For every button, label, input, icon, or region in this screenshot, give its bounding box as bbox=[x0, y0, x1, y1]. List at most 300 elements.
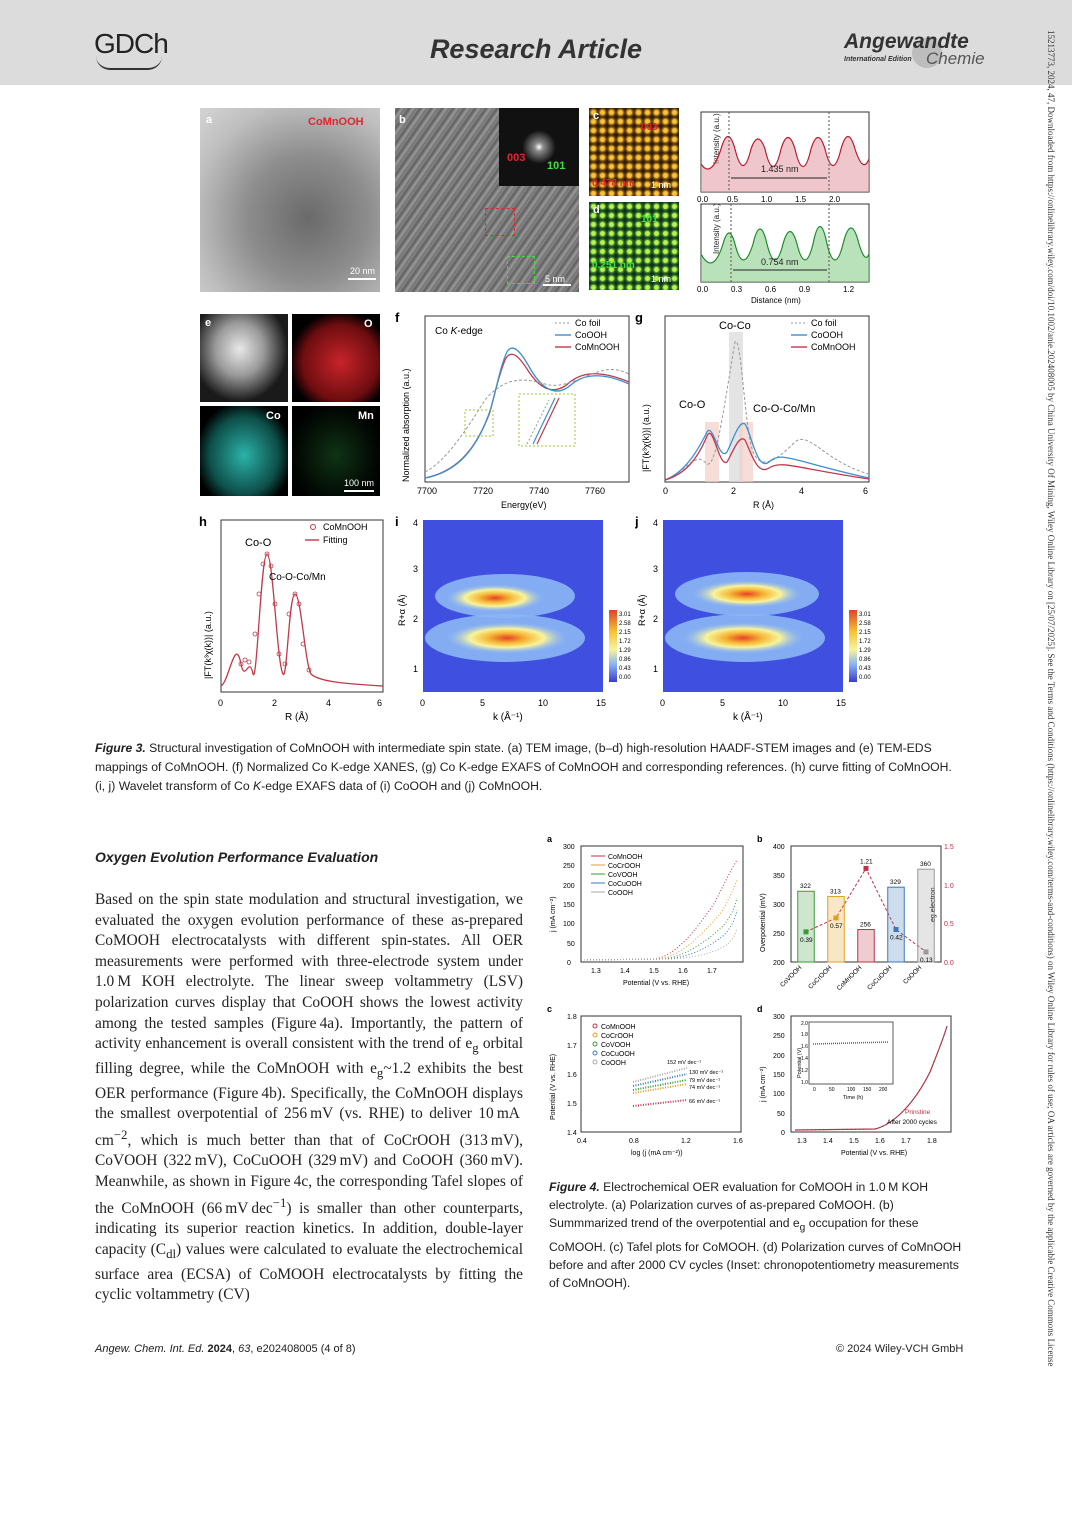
yticks bbox=[567, 1014, 577, 1137]
cbar-label: 2.15 bbox=[619, 630, 631, 636]
profile-c-annotation: 1.435 nm bbox=[761, 164, 799, 174]
tick: 0 bbox=[660, 698, 666, 708]
download-side-note bbox=[1040, 30, 1062, 1480]
fig4-panel-c-chart bbox=[545, 1002, 750, 1162]
panel-e-label: e bbox=[205, 317, 212, 329]
panel-g-ticks bbox=[663, 486, 868, 496]
caption-text: -edge EXAFS data of (i) CoOOH and (j) CoMnOOH. bbox=[261, 779, 543, 793]
tick: 1.5 bbox=[795, 195, 807, 204]
caption-sub-g: g bbox=[799, 1222, 806, 1234]
bar-coooh bbox=[918, 869, 935, 962]
scale-text: 1 nm bbox=[651, 180, 672, 190]
panel-e-haadf-map bbox=[200, 314, 288, 402]
panel-f-xlabel: Energy(eV) bbox=[501, 500, 547, 510]
body-text: orbital filling degree, while the CoMnOOH with e bbox=[95, 1035, 523, 1077]
bar-marks bbox=[779, 858, 934, 992]
eds-map-mn bbox=[292, 406, 380, 496]
panel-a-sample-label: CoMnOOH bbox=[308, 116, 364, 128]
tick: 15 bbox=[836, 698, 847, 708]
panel-a-ylabel: j (mA cm⁻²) bbox=[550, 896, 557, 932]
slope-label: 130 mV dec⁻¹ bbox=[689, 1070, 724, 1076]
panel-j-xticks bbox=[660, 698, 846, 708]
colorbar bbox=[609, 610, 617, 682]
panel-c-ylabel: Potential (V vs. RHE) bbox=[550, 1053, 557, 1120]
tick: 7700 bbox=[417, 486, 438, 496]
eg-point bbox=[894, 927, 899, 932]
tick: 150 bbox=[773, 1072, 785, 1079]
series-comnooh bbox=[425, 354, 629, 478]
marker bbox=[253, 632, 257, 636]
series-comnooh bbox=[581, 860, 737, 960]
panel-j-ylabel: R+α (Å) bbox=[637, 594, 647, 626]
tick: 0 bbox=[813, 1087, 816, 1093]
tick: 1.6 bbox=[801, 1044, 808, 1050]
tick: 200 bbox=[879, 1087, 888, 1093]
scale-text: 5 nm bbox=[545, 274, 566, 284]
footer-journal: Angew. Chem. Int. Ed. bbox=[95, 1343, 205, 1355]
cbar-label: 0.43 bbox=[619, 666, 631, 672]
legend-swatch bbox=[593, 1033, 597, 1037]
tick: 1 bbox=[413, 664, 419, 674]
tick: 1.2 bbox=[681, 1138, 691, 1145]
colorbar-labels bbox=[619, 612, 631, 681]
tick: 10 bbox=[778, 698, 789, 708]
panel-a-xlabel: Potential (V vs. RHE) bbox=[623, 980, 690, 987]
panel-g-xlabel: R (Å) bbox=[753, 500, 774, 510]
panel-g-label: g bbox=[635, 312, 643, 325]
spacing-label: 0.478 nm bbox=[592, 178, 635, 189]
profile-d-annotation: 0.754 nm bbox=[761, 257, 799, 267]
inset-co-foil bbox=[527, 400, 549, 444]
tick: 250 bbox=[563, 863, 575, 870]
tick: 250 bbox=[773, 931, 785, 938]
panel-i-xticks bbox=[420, 698, 606, 708]
colorbar bbox=[849, 610, 857, 682]
tick: 4 bbox=[326, 698, 332, 708]
panel-b-haadf-image bbox=[395, 108, 579, 292]
sub-g: g bbox=[472, 1041, 479, 1056]
journal-header bbox=[0, 0, 1072, 85]
eg-point bbox=[864, 866, 869, 871]
scale-bar bbox=[348, 278, 376, 280]
inset-frame bbox=[809, 1022, 893, 1084]
fft-003-label: 003 bbox=[507, 152, 526, 164]
ann-co-co: Co-Co bbox=[719, 320, 751, 332]
logo-angewandte: Angewandte bbox=[844, 30, 969, 53]
series-comnooh bbox=[665, 433, 869, 480]
series-comnooh bbox=[633, 1100, 687, 1106]
tick: 300 bbox=[773, 1014, 785, 1021]
sub-dl: dl bbox=[166, 1246, 177, 1261]
eg-value-label: 0.42 bbox=[890, 934, 903, 942]
legend-label: CoOOH bbox=[608, 890, 633, 897]
tick: 6 bbox=[377, 698, 383, 708]
tick: 6 bbox=[863, 486, 869, 496]
panel-h-fit-chart bbox=[199, 514, 389, 726]
tick: 2.0 bbox=[829, 195, 841, 204]
profile-d-xlabel: Distance (nm) bbox=[751, 296, 801, 305]
cbar-label: 1.29 bbox=[859, 648, 871, 654]
cbar-label: 0.43 bbox=[859, 666, 871, 672]
tick: 0 bbox=[663, 486, 669, 496]
cbar-label: 2.58 bbox=[619, 621, 631, 627]
caption-text: Structural investigation of CoMnOOH with intermediate spin state. (a) TEM image, (b–d) high-resolution HAADF-STEM images and (e) TEM-EDS mappings of CoMnOOH. (f) Normalized Co K-edge XANES, (g) Co K-edge EXAFS of CoMnOOH and corresponding references. (h) curve fitting of CoMnOOH. (i, j) Wavelet transform of Co bbox=[95, 741, 952, 793]
tick: 1.2 bbox=[843, 285, 855, 294]
body-text: , which is much better than that of CoCrOOH (313 mV), CoVOOH (322 mV), CoCuOOH (329 mV) and CoOOH (360 mV). Meanwhile, as shown in Figure 4c, the corresponding Tafel slopes of the CoMnOOH (66 mV dec bbox=[95, 1131, 523, 1217]
cbar-label: 2.15 bbox=[859, 630, 871, 636]
tick: 1.4 bbox=[823, 1138, 833, 1145]
tick: 100 bbox=[847, 1087, 856, 1093]
panel-i-yticks bbox=[413, 518, 418, 674]
body-text: Based on the spin state modulation and structural investigation, we evaluated the oxygen evolution performance of these as-prepared CoMOOH electrocatalysts with different spin-states. All OER measurements were performed with three-electrode system under 1.0 M KOH electrolyte. The linear sweep voltammetry (LSV) polarization curves display that CoOOH shows the lowest activity among the tested samples (Figure 4a). Importantly, the pattern of activity enhancement is overall consistent with the trend of e bbox=[95, 891, 523, 1053]
logo-chemie: Chemie bbox=[926, 49, 985, 68]
legend-pristine: Prinstine bbox=[905, 1109, 931, 1116]
body-paragraph bbox=[95, 890, 523, 1306]
panel-i-label: i bbox=[395, 514, 399, 529]
slope-label: 152 mV dec⁻¹ bbox=[667, 1060, 702, 1066]
marker bbox=[247, 660, 251, 664]
wt-peak bbox=[681, 622, 805, 654]
element-co-label: Co bbox=[266, 410, 281, 422]
tick: 3 bbox=[413, 564, 419, 574]
panel-d-label: d bbox=[757, 1004, 763, 1014]
bar-comnooh bbox=[858, 930, 875, 962]
panel-j-yticks bbox=[653, 518, 658, 674]
tick: 0 bbox=[218, 698, 224, 708]
tick: 150 bbox=[563, 902, 575, 909]
category-label: CoVOOH bbox=[779, 964, 804, 989]
tick: 400 bbox=[773, 844, 785, 851]
tick: 50 bbox=[777, 1111, 785, 1118]
series-co-foil bbox=[425, 369, 629, 472]
cbar-label: 1.29 bbox=[619, 648, 631, 654]
tick: 1.3 bbox=[797, 1138, 807, 1145]
element-o-label: O bbox=[364, 318, 373, 330]
scale-text: 1 nm bbox=[651, 274, 672, 284]
tick: 50 bbox=[567, 941, 575, 948]
tick: 0.4 bbox=[577, 1138, 587, 1145]
tick: 1.0 bbox=[761, 195, 773, 204]
tick: 250 bbox=[773, 1033, 785, 1040]
cbar-label: 0.00 bbox=[619, 675, 631, 681]
tick: 100 bbox=[773, 1091, 785, 1098]
legend-label: CoCuOOH bbox=[601, 1051, 635, 1058]
yticks bbox=[773, 1014, 785, 1137]
slope-label: 66 mV dec⁻¹ bbox=[689, 1099, 721, 1105]
eg-point bbox=[804, 929, 809, 934]
tick: 1.0 bbox=[801, 1080, 808, 1086]
tick: 1.5 bbox=[649, 968, 659, 975]
body-text: ~1.2 exhibits the best OER performance (Figure 4b). Specifically, the CoMnOOH displays the smallest overpotential of 256 mV (vs. RHE) to deliver 10 mA cm bbox=[95, 1059, 523, 1149]
panel-b-ylabel2: eg electron bbox=[930, 887, 937, 922]
figure-3-caption bbox=[95, 739, 965, 796]
legend-swatch bbox=[593, 1051, 597, 1055]
bar-value-label: 256 bbox=[860, 921, 871, 929]
scale-bar bbox=[543, 284, 571, 286]
tick: 0.9 bbox=[799, 285, 811, 294]
tick: 5 bbox=[480, 698, 486, 708]
ann-co-o: Co-O bbox=[245, 537, 272, 549]
series-cooh bbox=[581, 928, 737, 960]
tick: 0.0 bbox=[697, 285, 709, 294]
panel-f-ylabel: Normalized absorption (a.u.) bbox=[401, 368, 411, 482]
caption-text: occupation for these CoMOOH. (c) Tafel plots for CoMOOH. (d) Polarization curves of CoMnOOH before and after 2000 CV cycles (Inset: chronopotentiometry measurements of CoMnOOH). bbox=[549, 1216, 962, 1291]
sup-minus-1: −1 bbox=[272, 1195, 287, 1210]
wt-peak bbox=[445, 584, 545, 612]
tick: 0.0 bbox=[944, 960, 954, 967]
footer-year: 2024 bbox=[207, 1343, 232, 1355]
profile-d-ylabel: Intensity (a.u.) bbox=[712, 203, 721, 254]
legend-label: CoCuOOH bbox=[608, 881, 642, 888]
tick: 1.5 bbox=[944, 844, 954, 851]
line-profile-charts bbox=[683, 104, 873, 310]
tick: 350 bbox=[773, 873, 785, 880]
cbar-label: 0.00 bbox=[859, 675, 871, 681]
figure-4 bbox=[545, 832, 975, 1162]
category-label: CoCrOOH bbox=[807, 964, 834, 991]
tick: 2 bbox=[413, 614, 419, 624]
ann-co-o-co-mn: Co-O-Co/Mn bbox=[269, 572, 326, 583]
panel-d-label: d bbox=[593, 204, 600, 216]
panel-f-xanes-chart bbox=[395, 312, 635, 512]
legend-label: CoOOH bbox=[575, 330, 608, 340]
tick: 1.4 bbox=[801, 1056, 808, 1062]
logo-international-edition: International Edition bbox=[844, 56, 912, 63]
tick: 1.7 bbox=[901, 1138, 911, 1145]
tick: 4 bbox=[413, 518, 419, 528]
panel-d-xlabel: Potential (V vs. RHE) bbox=[841, 1150, 908, 1157]
inset-comnooh bbox=[537, 398, 559, 444]
caption-k: K bbox=[253, 779, 262, 793]
slope-label: 74 mV dec⁻¹ bbox=[689, 1085, 721, 1091]
tick: 1.5 bbox=[567, 1101, 577, 1108]
tick: 0.0 bbox=[697, 195, 709, 204]
panel-j-wavelet-chart bbox=[635, 514, 875, 726]
bar-value-label: 313 bbox=[830, 888, 841, 896]
fig4-panel-b-chart bbox=[755, 832, 975, 992]
marker bbox=[243, 658, 247, 662]
tick: 0 bbox=[567, 960, 571, 967]
eg-point bbox=[924, 949, 929, 954]
bar-value-label: 329 bbox=[890, 879, 901, 887]
tick: 200 bbox=[773, 960, 785, 967]
legend-label: Co foil bbox=[575, 318, 601, 328]
tick: 1.7 bbox=[707, 968, 717, 975]
cbar-label: 2.58 bbox=[859, 621, 871, 627]
panel-b-ylabel: Overpotential (mV) bbox=[760, 893, 767, 952]
panel-a-label: a bbox=[547, 834, 553, 844]
tick: 1.8 bbox=[801, 1032, 808, 1038]
section-title: Oxygen Evolution Performance Evaluation bbox=[95, 849, 379, 865]
legend-label: CoMnOOH bbox=[608, 854, 643, 861]
bar-covooh bbox=[798, 891, 815, 962]
xticks bbox=[591, 968, 717, 975]
tick: 0 bbox=[420, 698, 426, 708]
tick: 0.5 bbox=[727, 195, 739, 204]
legend-after: After 2000 cycles bbox=[887, 1119, 937, 1126]
panel-b-label: b bbox=[757, 834, 763, 844]
spacing-label: 0.251 nm bbox=[592, 260, 635, 271]
caption-label: Figure 3. bbox=[95, 741, 146, 755]
tick: 1.6 bbox=[567, 1072, 577, 1079]
plane-101-label: 101 bbox=[641, 214, 658, 225]
inset-xticks bbox=[813, 1087, 888, 1093]
tick: 1.4 bbox=[620, 968, 630, 975]
legend-swatch bbox=[311, 525, 316, 530]
gdch-logo: GDCh bbox=[94, 28, 168, 59]
tick: 1.6 bbox=[733, 1138, 743, 1145]
tick: 2.0 bbox=[801, 1021, 808, 1027]
inset-ylabel: Potential (V) bbox=[797, 1047, 803, 1078]
legend-label: Fitting bbox=[323, 535, 348, 545]
panel-b-label: b bbox=[399, 114, 406, 126]
panel-c-xlabel: log (j (mA cm⁻²)) bbox=[631, 1150, 683, 1157]
bar-cocuooh bbox=[888, 887, 905, 962]
category-label: CoOOH bbox=[902, 964, 924, 986]
fft-101-label: 101 bbox=[547, 160, 566, 172]
ann-co-o: Co-O bbox=[679, 399, 706, 411]
tick: 300 bbox=[563, 844, 575, 851]
tick: 2 bbox=[731, 486, 737, 496]
tick: 1.4 bbox=[567, 1130, 577, 1137]
cbar-label: 3.01 bbox=[619, 612, 631, 618]
fig4-panel-d-chart bbox=[755, 1002, 975, 1162]
panel-f-label: f bbox=[395, 312, 400, 325]
tick: 100 bbox=[563, 921, 575, 928]
tick: 3 bbox=[653, 564, 659, 574]
tick: 0.8 bbox=[629, 1138, 639, 1145]
xticks bbox=[797, 1138, 937, 1145]
figure-4-caption bbox=[549, 1178, 969, 1293]
sub-g: g bbox=[376, 1065, 384, 1080]
tick: 5 bbox=[720, 698, 726, 708]
series-cocuooh bbox=[581, 910, 737, 960]
legend-label: CoVOOH bbox=[601, 1042, 631, 1049]
tick: 1.8 bbox=[567, 1014, 577, 1021]
cbar-label: 1.72 bbox=[859, 639, 871, 645]
panel-i-xlabel: k (Å⁻¹) bbox=[493, 712, 523, 723]
element-mn-label: Mn bbox=[358, 410, 374, 422]
profile-c-ticks bbox=[697, 195, 841, 204]
panel-a-label: a bbox=[206, 114, 213, 126]
fig4-panel-a-chart bbox=[545, 832, 750, 992]
legend-label: CoCrOOH bbox=[608, 863, 641, 870]
legend-label: CoMnOOH bbox=[323, 522, 368, 532]
region-101-box bbox=[507, 256, 535, 284]
side-note-text: 15213773, 2024, 47, Downloaded from https://onlinelibrary.wiley.com/doi/10.1002/anie.202408005 by China University Of Mining, Wiley Online Library on [25/07/2025]. See the Terms and Conditions (https://onlinelibrary.wiley.com/terms-and-conditions) on Wiley Online Library for rules of use; OA articles are governed by the applicable Creative Commons License bbox=[1046, 30, 1056, 1367]
inset-xlabel: Time (h) bbox=[843, 1095, 864, 1101]
plane-003-label: 003 bbox=[641, 122, 658, 133]
xticks bbox=[577, 1138, 743, 1145]
eg-value-label: 0.13 bbox=[920, 956, 933, 964]
footer-article: , e202408005 (4 of 8) bbox=[250, 1343, 356, 1355]
tick: 1.0 bbox=[944, 883, 954, 890]
tick: 300 bbox=[773, 902, 785, 909]
fft-inset bbox=[499, 108, 579, 186]
tick: 4 bbox=[799, 486, 805, 496]
tick: 1.6 bbox=[678, 968, 688, 975]
profile-d-ticks bbox=[697, 285, 855, 294]
tick: 0.5 bbox=[944, 921, 954, 928]
panel-f-frame bbox=[425, 316, 629, 482]
eg-value-label: 0.57 bbox=[830, 922, 843, 930]
tick: 1.2 bbox=[801, 1068, 808, 1074]
region-003-box bbox=[485, 208, 515, 236]
caption-label: Figure 4. bbox=[549, 1180, 600, 1194]
yticks-right bbox=[944, 844, 954, 967]
panel-c-label: c bbox=[547, 1004, 553, 1014]
zoom-inset bbox=[519, 394, 575, 446]
tick: 1.5 bbox=[849, 1138, 859, 1145]
series-cooh bbox=[665, 423, 869, 480]
legend-label: CoMnOOH bbox=[601, 1024, 636, 1031]
series-cooh bbox=[425, 348, 629, 478]
cbar-label: 0.86 bbox=[859, 657, 871, 663]
wt-peak bbox=[691, 580, 803, 608]
panel-h-label: h bbox=[199, 514, 207, 529]
panel-g-legend bbox=[791, 318, 856, 352]
tick: 0.3 bbox=[731, 285, 743, 294]
tick: 200 bbox=[773, 1053, 785, 1060]
scale-text: 100 nm bbox=[344, 478, 375, 488]
profile-c-ylabel: Intensity (a.u.) bbox=[712, 113, 721, 164]
legend-label: CoOOH bbox=[601, 1060, 626, 1067]
tick: 4 bbox=[653, 518, 659, 528]
tick: 10 bbox=[538, 698, 549, 708]
panel-f-ticks bbox=[417, 486, 605, 496]
yticks bbox=[563, 844, 575, 967]
panel-j-label: j bbox=[635, 514, 639, 529]
legend-label: CoOOH bbox=[811, 330, 844, 340]
legend-label: CoVOOH bbox=[608, 872, 638, 879]
panel-g-exafs-chart bbox=[635, 312, 875, 512]
panel-i-ylabel: R+α (Å) bbox=[397, 594, 407, 626]
panel-a-tem-image bbox=[200, 108, 380, 292]
eg-value-label: 0.39 bbox=[800, 936, 813, 944]
tick: 50 bbox=[829, 1087, 835, 1093]
tick: 1.6 bbox=[875, 1138, 885, 1145]
legend-swatch bbox=[593, 1024, 597, 1028]
body-text: ) is smaller than other counterparts, indicating its superior reaction kinetics. In addition, double-layer capacity (C bbox=[95, 1199, 524, 1258]
angewandte-logo bbox=[842, 30, 985, 70]
tick: 7740 bbox=[529, 486, 550, 496]
panel-d-ylabel: j (mA cm⁻²) bbox=[760, 1066, 767, 1102]
tick: 150 bbox=[863, 1087, 872, 1093]
eg-point bbox=[834, 915, 839, 920]
yticks bbox=[773, 844, 785, 967]
tick: 7720 bbox=[473, 486, 494, 496]
article-type: Research Article bbox=[429, 34, 643, 64]
sup-minus-2: −2 bbox=[113, 1127, 128, 1142]
panel-h-xlabel: R (Å) bbox=[285, 712, 309, 723]
panel-f-legend bbox=[555, 318, 620, 352]
legend-label: Co foil bbox=[811, 318, 837, 328]
legend-label: CoMnOOH bbox=[575, 342, 620, 352]
eg-value-label: 1.21 bbox=[860, 858, 873, 866]
category-label: CoMnOOH bbox=[835, 964, 864, 992]
panel-f-title: Co K-edge bbox=[435, 326, 483, 337]
scale-bar bbox=[344, 490, 374, 492]
scale-text: 20 nm bbox=[350, 266, 376, 276]
tick: 1.8 bbox=[927, 1138, 937, 1145]
legend bbox=[593, 1024, 636, 1067]
tick: 2 bbox=[653, 614, 659, 624]
cbar-label: 1.72 bbox=[619, 639, 631, 645]
panel-i-wavelet-chart bbox=[395, 514, 631, 726]
panel-h-ticks bbox=[218, 698, 382, 708]
tick: 2 bbox=[272, 698, 278, 708]
colorbar-labels bbox=[859, 612, 871, 681]
